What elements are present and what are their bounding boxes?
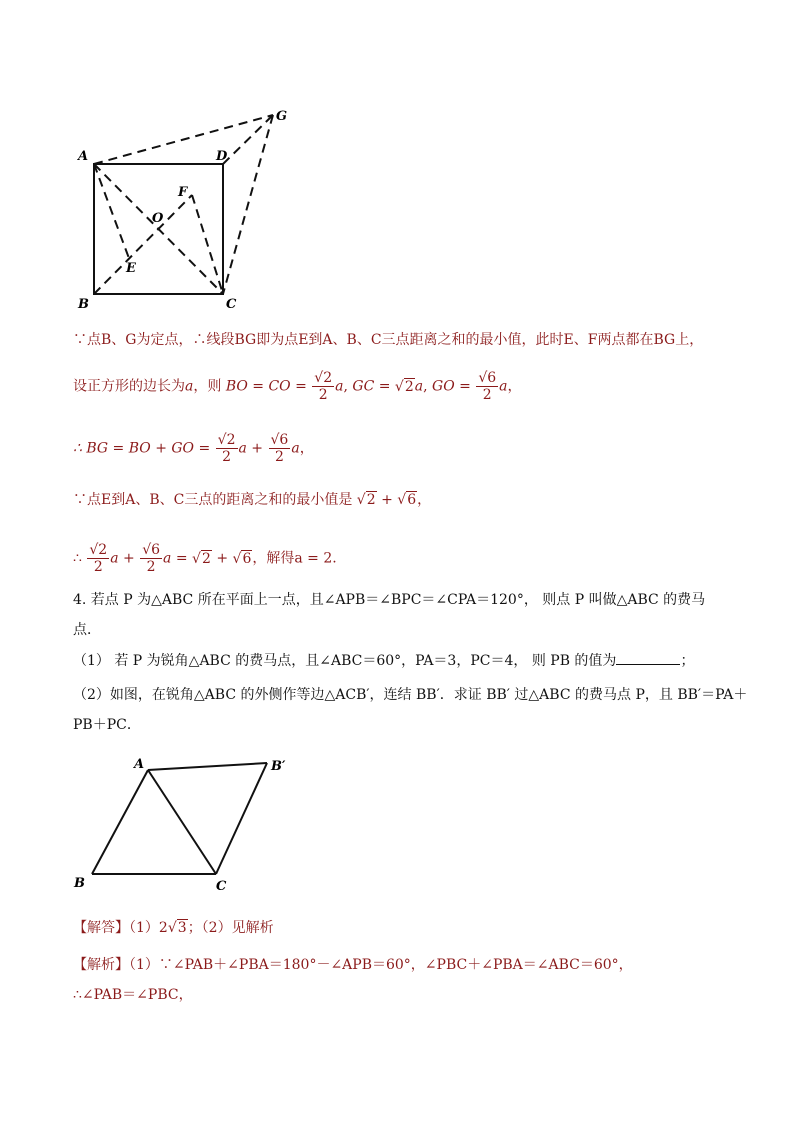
var-a: a bbox=[291, 440, 300, 457]
label-b: B bbox=[74, 876, 85, 891]
text: ∴ bbox=[73, 550, 82, 567]
sqrt-2: √2 bbox=[356, 492, 376, 508]
segment-ac bbox=[148, 770, 216, 874]
question-4-stem-1: 4. 若点 P 为△ABC 所在平面上一点，且∠APB＝∠BPC＝∠CPA＝120°， 则点 P 叫做△ABC 的费马 bbox=[73, 592, 706, 608]
text: ，解得a = 2. bbox=[252, 550, 337, 567]
sqrt-2: √2 bbox=[192, 550, 211, 567]
text: ，则 bbox=[193, 378, 222, 395]
fraction-sqrt6-over-2 bbox=[269, 432, 291, 465]
segment-fc bbox=[192, 195, 223, 294]
segment-bg bbox=[94, 195, 192, 294]
var-a: a bbox=[238, 440, 247, 457]
label-b: B bbox=[78, 297, 89, 312]
answer-tag: 【解答】 bbox=[73, 920, 129, 936]
numerator: √2 bbox=[217, 432, 236, 448]
numerator: √2 bbox=[314, 370, 333, 386]
text: ；（2）见解析 bbox=[187, 920, 274, 936]
label-g: G bbox=[276, 109, 288, 124]
question-4-part-1 bbox=[73, 650, 694, 671]
label-a: A bbox=[134, 757, 145, 772]
text: 2 bbox=[158, 920, 168, 936]
fraction-sqrt2-over-2 bbox=[312, 370, 334, 403]
radicand: 2 bbox=[404, 378, 414, 395]
var-a: a bbox=[414, 378, 424, 395]
radicand: 3 bbox=[177, 920, 187, 936]
sqrt-6: √6 bbox=[232, 550, 252, 567]
analysis-line-1 bbox=[73, 955, 633, 975]
solution-line-3: ∴ BG = BO + GO = $\frac{√2}{2}$ a + $\frac{√6}{2}$ a， bbox=[73, 432, 314, 465]
var-a: a bbox=[110, 550, 119, 567]
eq-gc: GC = bbox=[352, 378, 391, 395]
text: ， bbox=[507, 378, 522, 395]
segment-dg bbox=[223, 115, 273, 164]
question-4-part-2a: （2）如图，在锐角△ABC 的外侧作等边△ACB′，连结 BB′．求证 BB′ 过△ABC 的费马点 P，且 BB′＝PA＋ bbox=[73, 687, 748, 703]
analysis-line-2: ∴∠PAB＝∠PBC， bbox=[73, 987, 193, 1003]
question-4-stem-2: 点． bbox=[73, 622, 101, 638]
var-a: a bbox=[185, 378, 194, 395]
sqrt-6: √6 bbox=[397, 492, 417, 508]
fraction-sqrt6-over-2 bbox=[476, 370, 498, 403]
analysis-tag: 【解析】 bbox=[73, 957, 129, 973]
numerator: √6 bbox=[478, 370, 497, 386]
fraction-sqrt2-over-2 bbox=[87, 542, 109, 575]
radicand: 6 bbox=[407, 492, 417, 508]
denominator: 2 bbox=[318, 387, 328, 403]
radicand: 2 bbox=[201, 550, 211, 567]
eq-bo-co: BO = CO = bbox=[225, 378, 307, 395]
figure-triangle bbox=[70, 752, 300, 897]
eq-go: GO = bbox=[432, 378, 471, 395]
denominator: 2 bbox=[146, 559, 156, 575]
segment-ae bbox=[94, 164, 130, 261]
label-a: A bbox=[78, 149, 89, 164]
solution-line-4: ∵点E到A、B、C三点的距离之和的最小值是 √2 + √6， bbox=[73, 492, 432, 508]
text: （1） 若 P 为锐角△ABC 的费马点，且∠ABC＝60°，PA＝3，PC＝4， 则 PB 的值为 bbox=[73, 653, 617, 669]
radicand: 2 bbox=[366, 492, 376, 508]
text: （1）∵∠PAB＋∠PBA＝180°－∠APB＝60°，∠PBC＋∠PBA＝∠ABC＝60°， bbox=[129, 957, 633, 973]
segment-ag bbox=[94, 115, 273, 164]
var-a: a bbox=[499, 378, 508, 395]
label-bprime: B′ bbox=[271, 759, 286, 774]
radicand: 6 bbox=[242, 550, 252, 567]
label-c: C bbox=[216, 879, 227, 894]
eq-bg: ∴ BG = BO + GO = bbox=[73, 440, 211, 457]
text: ； bbox=[680, 653, 695, 669]
denominator: 2 bbox=[222, 449, 232, 465]
text: ， bbox=[299, 440, 314, 457]
segment-abp bbox=[148, 763, 267, 770]
text: ∵点E到A、B、C三点的距离之和的最小值是 bbox=[73, 492, 353, 508]
solution-line-1: ∵点B、G为定点，∴线段BG即为点E到A、B、C三点距离之和的最小值，此时E、F两点都在BG上， bbox=[73, 332, 704, 348]
denominator: 2 bbox=[482, 387, 492, 403]
figure-square bbox=[70, 100, 300, 315]
sqrt-2: √2 bbox=[394, 378, 414, 395]
answer-line bbox=[73, 918, 274, 938]
numerator: √2 bbox=[89, 542, 108, 558]
var-a: a bbox=[163, 550, 172, 567]
solution-line-5: ∴ $\frac{√2}{2}$ a + $\frac{√6}{2}$ a = √2 + √6，解得a = 2. bbox=[73, 542, 337, 575]
sqrt-3: √3 bbox=[167, 920, 187, 936]
segment-bpc bbox=[216, 763, 267, 874]
denominator: 2 bbox=[93, 559, 103, 575]
numerator: √6 bbox=[270, 432, 289, 448]
solution-line-2: 设正方形的边长为a，则 BO = CO = $\frac{√2}{2}$ a, GC = √2a, GO = $\frac{√6}{2}$ a， bbox=[73, 370, 522, 403]
text: （1） bbox=[129, 920, 159, 936]
label-f: F bbox=[178, 185, 188, 200]
question-4-part-2b: PB＋PC． bbox=[73, 717, 141, 733]
text: = bbox=[175, 550, 188, 567]
label-d: D bbox=[216, 149, 228, 164]
fraction-sqrt2-over-2 bbox=[216, 432, 238, 465]
label-e: E bbox=[126, 261, 136, 276]
var-a: a bbox=[335, 378, 344, 395]
segment-gc bbox=[223, 115, 273, 294]
fraction-sqrt6-over-2 bbox=[140, 542, 162, 575]
label-c: C bbox=[226, 297, 237, 312]
segment-ab bbox=[92, 770, 148, 874]
numerator: √6 bbox=[142, 542, 161, 558]
answer-blank[interactable] bbox=[616, 650, 680, 665]
denominator: 2 bbox=[274, 449, 284, 465]
text: ， bbox=[417, 492, 432, 508]
label-o: O bbox=[152, 211, 164, 226]
text: 设正方形的边长为 bbox=[73, 378, 185, 395]
